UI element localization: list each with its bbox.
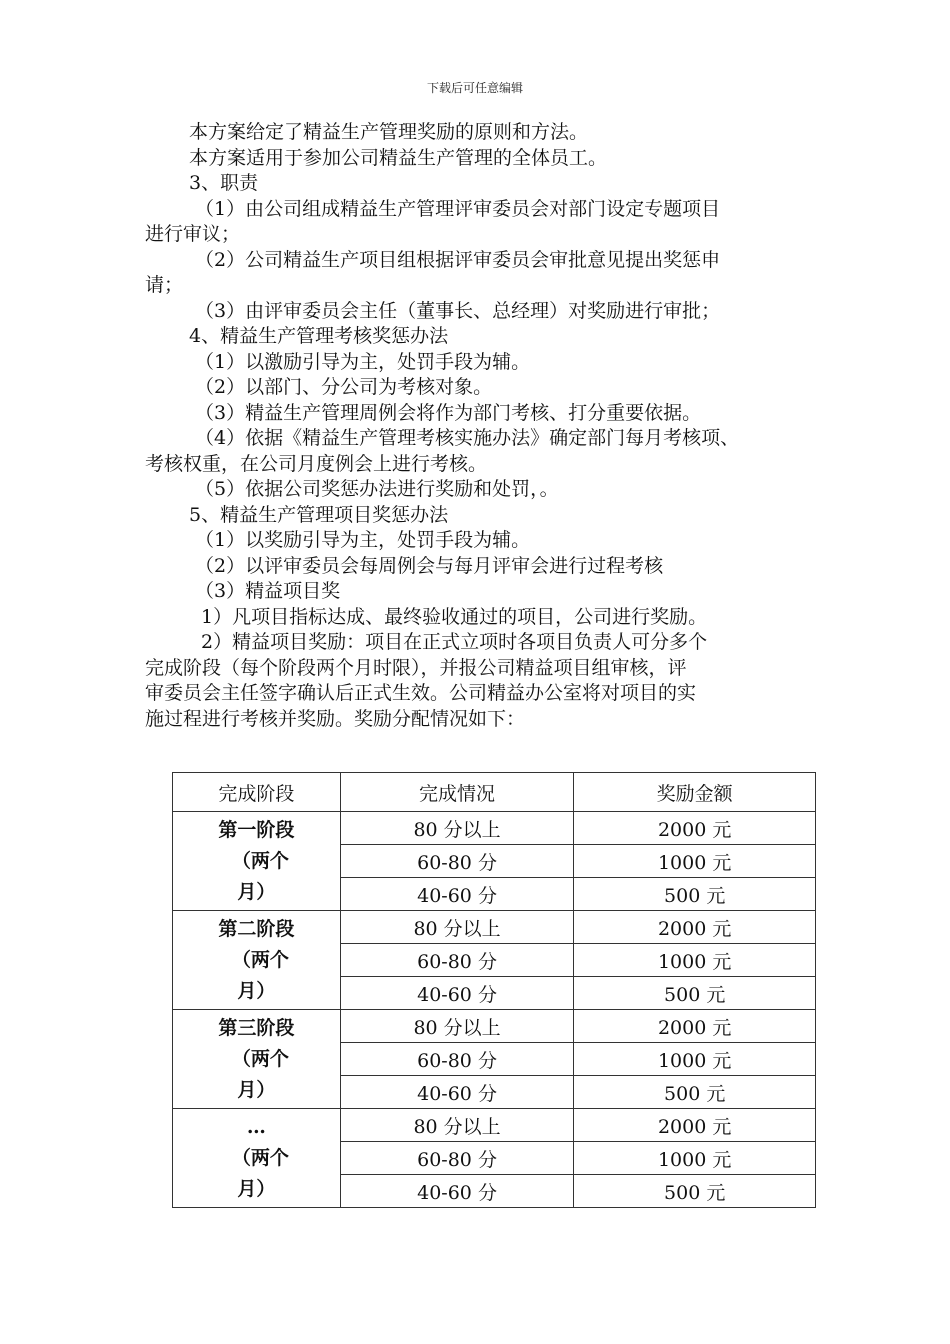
condition-cell: 80 分以上: [340, 1010, 574, 1043]
paragraph-line: 2）精益项目奖励：项目在正式立项时各项目负责人可分多个: [201, 631, 708, 653]
paragraph-line: 本方案适用于参加公司精益生产管理的全体员工。: [189, 146, 608, 169]
stage-duration-tail: 月）: [237, 880, 276, 903]
paragraph-line: （4）依据《精益生产管理考核实施办法》确定部门每月考核项、: [195, 427, 740, 449]
table-row: [173, 1010, 816, 1043]
paragraph-line: （3）由评审委员会主任（董事长、总经理）对奖励进行审批；: [195, 299, 721, 322]
paragraph-line: （3）精益项目奖: [195, 580, 341, 602]
stage-cell: [173, 812, 341, 911]
condition-cell: 40-60 分: [340, 878, 574, 911]
amount-cell: 500 元: [574, 1076, 816, 1109]
condition-cell: 60-80 分: [340, 1142, 574, 1175]
stage-cell: [173, 1010, 341, 1109]
paragraph-line: 5、精益生产管理项目奖惩办法: [189, 503, 449, 526]
paragraph-line: （1）由公司组成精益生产管理评审委员会对部门设定专题项目: [195, 197, 721, 220]
amount-cell: 500 元: [574, 878, 816, 911]
paragraph-line: （1）以奖励引导为主，处罚手段为辅。: [195, 529, 531, 551]
paragraph-line: （5）依据公司奖惩办法进行奖励和处罚，。: [195, 478, 559, 500]
stage-duration-tail: 月）: [237, 979, 276, 1002]
stage-duration: （两个: [231, 849, 289, 872]
reward-table: [172, 772, 816, 1208]
header-amount: 奖励金额: [574, 773, 816, 812]
stage-name: 第一阶段: [218, 818, 295, 841]
amount-cell: 1000 元: [574, 1043, 816, 1076]
amount-cell: 2000 元: [574, 1109, 816, 1142]
amount-cell: 500 元: [574, 977, 816, 1010]
paragraph-line: （2）以评审委员会每周例会与每月评审会进行过程考核: [195, 554, 664, 577]
amount-cell: 2000 元: [574, 812, 816, 845]
condition-cell: 40-60 分: [340, 977, 574, 1010]
paragraph-line: （3）精益生产管理周例会将作为部门考核、打分重要依据。: [195, 401, 702, 424]
condition-cell: 80 分以上: [340, 911, 574, 944]
stage-duration-tail: 月）: [237, 1177, 276, 1200]
paragraph-line: 1）凡项目指标达成、最终验收通过的项目，公司进行奖励。: [201, 605, 708, 628]
header-note: 下载后可任意编辑: [426, 81, 523, 95]
document-body: [145, 120, 825, 732]
condition-cell: 40-60 分: [340, 1175, 574, 1208]
stage-duration: （两个: [231, 1146, 289, 1169]
amount-cell: 1000 元: [574, 845, 816, 878]
amount-cell: 2000 元: [574, 1010, 816, 1043]
condition-cell: 40-60 分: [340, 1076, 574, 1109]
table-row: [173, 911, 816, 944]
amount-cell: 1000 元: [574, 944, 816, 977]
amount-cell: 1000 元: [574, 1142, 816, 1175]
paragraph-line: 本方案给定了精益生产管理奖励的原则和方法。: [189, 121, 589, 143]
paragraph-line: 施过程进行考核并奖励。奖励分配情况如下：: [145, 707, 526, 730]
stage-duration: （两个: [231, 948, 289, 971]
table-header-row: [173, 773, 816, 812]
stage-name: …: [246, 1115, 266, 1138]
paragraph-line: 进行审议；: [145, 223, 241, 245]
paragraph-line: （2）公司精益生产项目组根据评审委员会审批意见提出奖惩申: [195, 248, 721, 271]
condition-cell: 60-80 分: [340, 845, 574, 878]
table-row: [173, 812, 816, 845]
stage-duration-tail: 月）: [237, 1078, 276, 1101]
stage-cell: [173, 1109, 341, 1208]
paragraph-line: 考核权重，在公司月度例会上进行考核。: [145, 452, 488, 475]
paragraph-line: 完成阶段（每个阶段两个月时限），并报公司精益项目组审核，评: [145, 656, 687, 679]
header-stage: 完成阶段: [173, 773, 341, 812]
stage-cell: [173, 911, 341, 1010]
condition-cell: 60-80 分: [340, 1043, 574, 1076]
amount-cell: 500 元: [574, 1175, 816, 1208]
header-condition: 完成情况: [340, 773, 574, 812]
table-row: [173, 1109, 816, 1142]
paragraph-line: 请；: [145, 274, 184, 296]
stage-name: 第三阶段: [218, 1016, 295, 1039]
paragraph-line: 4、精益生产管理考核奖惩办法: [189, 325, 449, 347]
condition-cell: 60-80 分: [340, 944, 574, 977]
stage-name: 第二阶段: [218, 917, 295, 940]
condition-cell: 80 分以上: [340, 812, 574, 845]
paragraph-line: （1）以激励引导为主，处罚手段为辅。: [195, 350, 531, 373]
paragraph-line: 3、职责: [189, 172, 259, 194]
amount-cell: 2000 元: [574, 911, 816, 944]
stage-duration: （两个: [231, 1047, 289, 1070]
condition-cell: 80 分以上: [340, 1109, 574, 1142]
paragraph-line: 审委员会主任签字确认后正式生效。公司精益办公室将对项目的实: [145, 682, 697, 704]
paragraph-line: （2）以部门、分公司为考核对象。: [195, 376, 493, 398]
